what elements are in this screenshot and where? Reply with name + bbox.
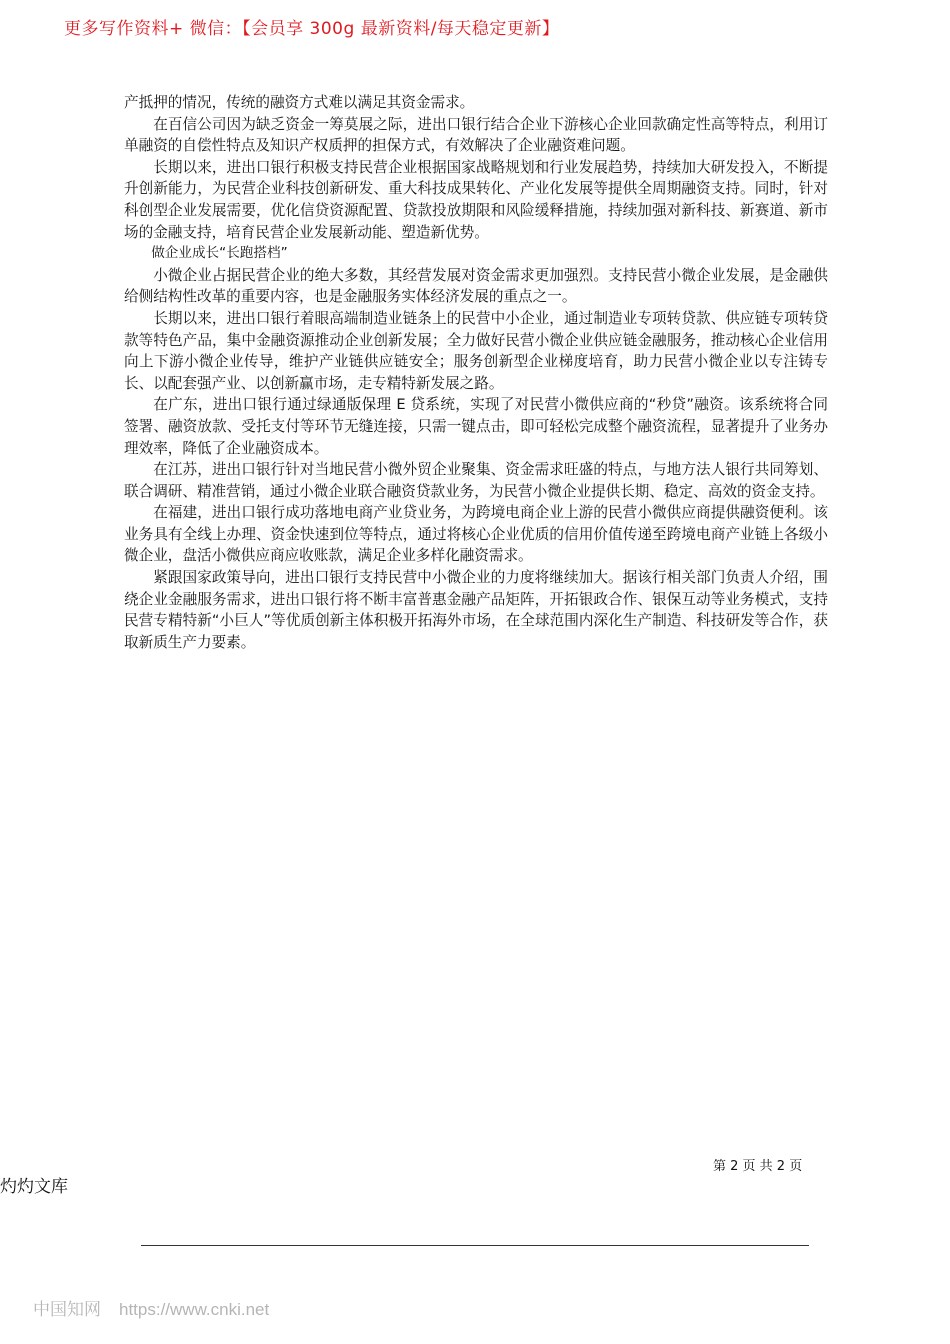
paragraph: 长期以来，进出口银行积极支持民营企业根据国家战略规划和行业发展趋势，持续加大研发投入，不断提升创新能力，为民营企业科技创新研发、重大科技成果转化、产业化发展等提供全周期融资支持。同时，针对科创型企业发展需要，优化信贷资源配置、贷款投放期限和风险缓释措施，持续加强对新科技、新赛道、新市场的金融支持，培育民营企业发展新动能、塑造新优势。 — [124, 158, 828, 241]
section-subheading: 做企业成长“长跑搭档” — [151, 245, 288, 262]
promo-banner: 更多写作资料+ 微信：【会员享 300g 最新资料/每天稳定更新】 — [64, 19, 560, 39]
paragraph: 紧跟国家政策导向，进出口银行支持民营中小微企业的力度将继续加大。据该行相关部门负责人介绍，围绕企业金融服务需求，进出口银行将不断丰富普惠金融产品矩阵，开拓银政合作、银保互动等业务模式，支持民营专精特新“小巨人”等优质创新主体积极开拓海外市场，在全球范围内深化生产制造、科技研发等合作，获取新质生产力要素。 — [124, 569, 828, 651]
document-body — [124, 92, 828, 653]
library-name: 灼灼文库 — [0, 1177, 68, 1197]
paragraph: 小微企业占据民营企业的绝大多数，其经营发展对资金需求更加强烈。支持民营小微企业发展，是金融供给侧结构性改革的重要内容，也是金融服务实体经济发展的重点之一。 — [124, 266, 828, 306]
watermark-url: https://www.cnki.net — [119, 1300, 270, 1319]
paragraph: 产抵押的情况，传统的融资方式难以满足其资金需求。 — [124, 94, 475, 111]
paragraph: 在福建，进出口银行成功落地电商产业贷业务，为跨境电商企业上游的民营小微供应商提供融资便利。该业务具有全线上办理、资金快速到位等特点，通过将核心企业优质的信用价值传递至跨境电商产业链上各级小微企业，盘活小微供应商应收账款，满足企业多样化融资需求。 — [124, 504, 828, 565]
watermark-brand: 中国知网 — [33, 1300, 101, 1319]
paragraph: 在百信公司因为缺乏资金一筹莫展之际，进出口银行结合企业下游核心企业回款确定性高等特点，利用订单融资的自偿性特点及知识产权质押的担保方式，有效解决了企业融资难问题。 — [124, 115, 828, 155]
watermark — [33, 1295, 269, 1320]
paragraph: 在广东，进出口银行通过绿通版保理 E 贷系统，实现了对民营小微供应商的“秒贷”融资。该系统将合同签署、融资放款、受托支付等环节无缝连接，只需一键点击，即可轻松完成整个融资流程，显著提升了业务办理效率，降低了企业融资成本。 — [124, 396, 828, 457]
paragraph: 在江苏，进出口银行针对当地民营小微外贸企业聚集、资金需求旺盛的特点，与地方法人银行共同筹划、联合调研、精准营销，通过小微企业联合融资贷款业务，为民营小微企业提供长期、稳定、高效的资金支持。 — [124, 461, 828, 500]
page-number: 第 2 页 共 2 页 — [713, 1159, 803, 1174]
footer-divider — [141, 1245, 809, 1246]
paragraph: 长期以来，进出口银行着眼高端制造业链条上的民营中小企业，通过制造业专项转贷款、供应链专项转贷款等特色产品，集中金融资源推动企业创新发展；全力做好民营小微企业供应链金融服务，推动核心企业信用向上下游小微企业传导，维护产业链供应链安全；服务创新型企业梯度培育，助力民营小微企业以专注铸专长、以配套强产业、以创新赢市场，走专精特新发展之路。 — [124, 309, 828, 392]
